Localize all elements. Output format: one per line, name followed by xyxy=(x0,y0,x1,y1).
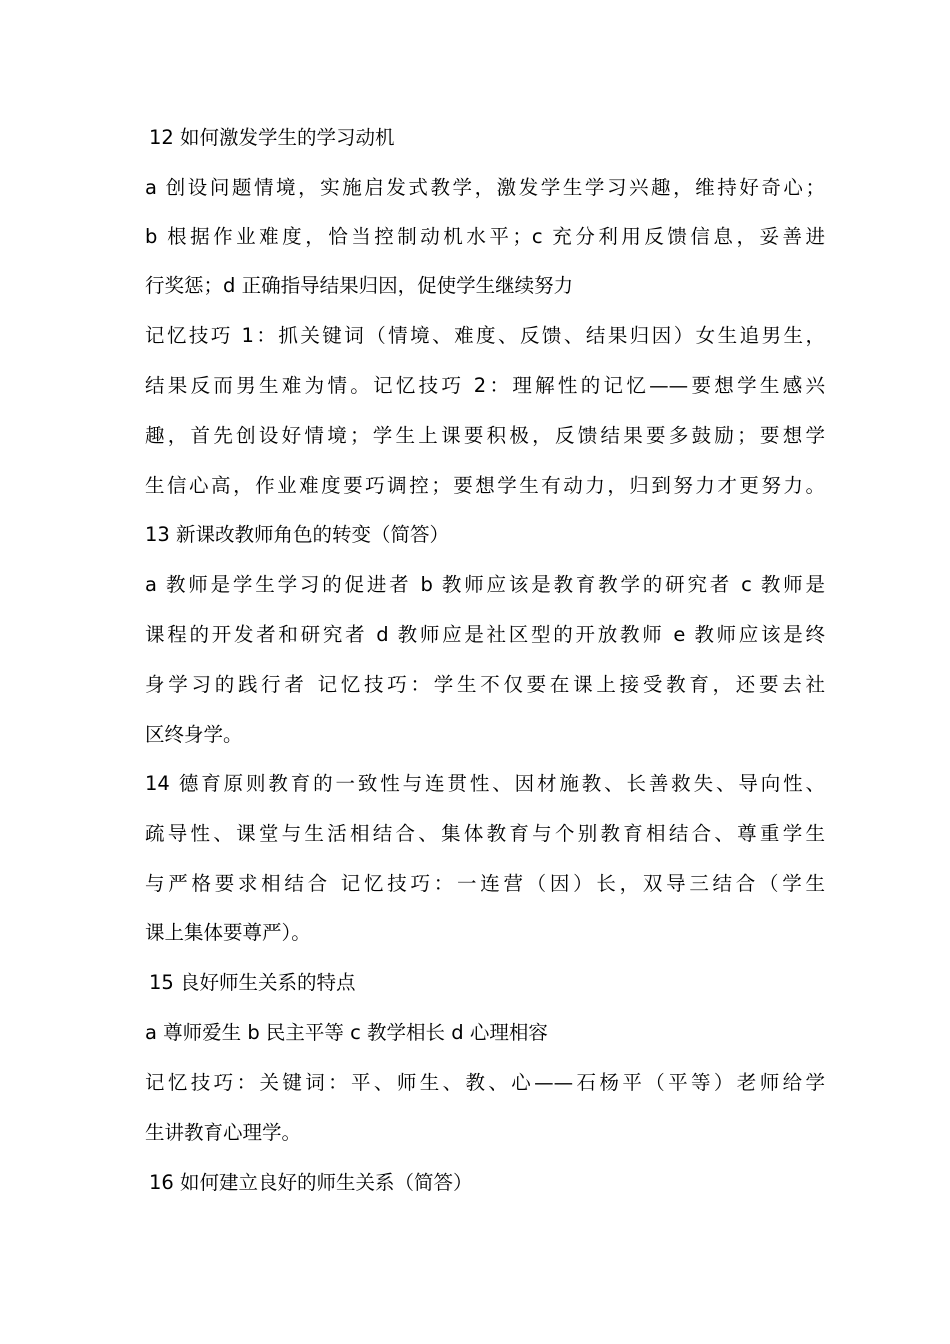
section-12-line-1: a 创设问题情境，实施启发式教学，激发学生学习兴趣，维持好奇心； xyxy=(145,176,825,199)
section-15-line-3: 生讲教育心理学。 xyxy=(145,1121,302,1144)
section-15-line-1: a 尊师爱生 b 民主平等 c 教学相长 d 心理相容 xyxy=(145,1021,548,1044)
section-13-line-2: 课程的开发者和研究者 d 教师应是社区型的开放教师 e 教师应该是终 xyxy=(145,623,825,646)
section-12-line-5: 结果反而男生难为情。记忆技巧 2：理解性的记忆——要想学生感兴 xyxy=(145,374,825,397)
section-12-line-2: b 根据作业难度，恰当控制动机水平；c 充分利用反馈信息，妥善进 xyxy=(145,225,825,248)
section-12-line-3: 行奖惩；d 正确指导结果归因，促使学生继续努力 xyxy=(145,274,574,297)
section-15-heading: 15 良好师生关系的特点 xyxy=(149,971,356,994)
section-12-line-6: 趣，首先创设好情境；学生上课要积极，反馈结果要多鼓励；要想学 xyxy=(145,424,825,447)
section-12-line-7: 生信心高，作业难度要巧调控；要想学生有动力，归到努力才更努力。 xyxy=(145,474,825,497)
section-14-line-2: 疏导性、课堂与生活相结合、集体教育与个别教育相结合、尊重学生 xyxy=(145,822,825,845)
section-12-line-4: 记忆技巧 1：抓关键词（情境、难度、反馈、结果归因）女生追男生， xyxy=(145,324,825,347)
section-13-line-3: 身学习的践行者 记忆技巧：学生不仅要在课上接受教育，还要去社 xyxy=(145,673,825,696)
section-14-line-4: 课上集体要尊严）。 xyxy=(145,921,311,944)
section-13-line-1: a 教师是学生学习的促进者 b 教师应该是教育教学的研究者 c 教师是 xyxy=(145,573,825,596)
section-14-line-1: 14 德育原则教育的一致性与连贯性、因材施教、长善救失、导向性、 xyxy=(145,772,825,795)
section-12-heading: 12 如何激发学生的学习动机 xyxy=(149,126,395,149)
section-13-heading: 13 新课改教师角色的转变（简答） xyxy=(145,523,450,546)
section-14-line-3: 与严格要求相结合 记忆技巧：一连营（因）长，双导三结合（学生 xyxy=(145,872,825,895)
section-13-line-4: 区终身学。 xyxy=(145,723,243,746)
section-16-heading: 16 如何建立良好的师生关系（简答） xyxy=(149,1171,473,1194)
section-15-line-2: 记忆技巧：关键词：平、师生、教、心——石杨平（平等）老师给学 xyxy=(145,1071,825,1094)
